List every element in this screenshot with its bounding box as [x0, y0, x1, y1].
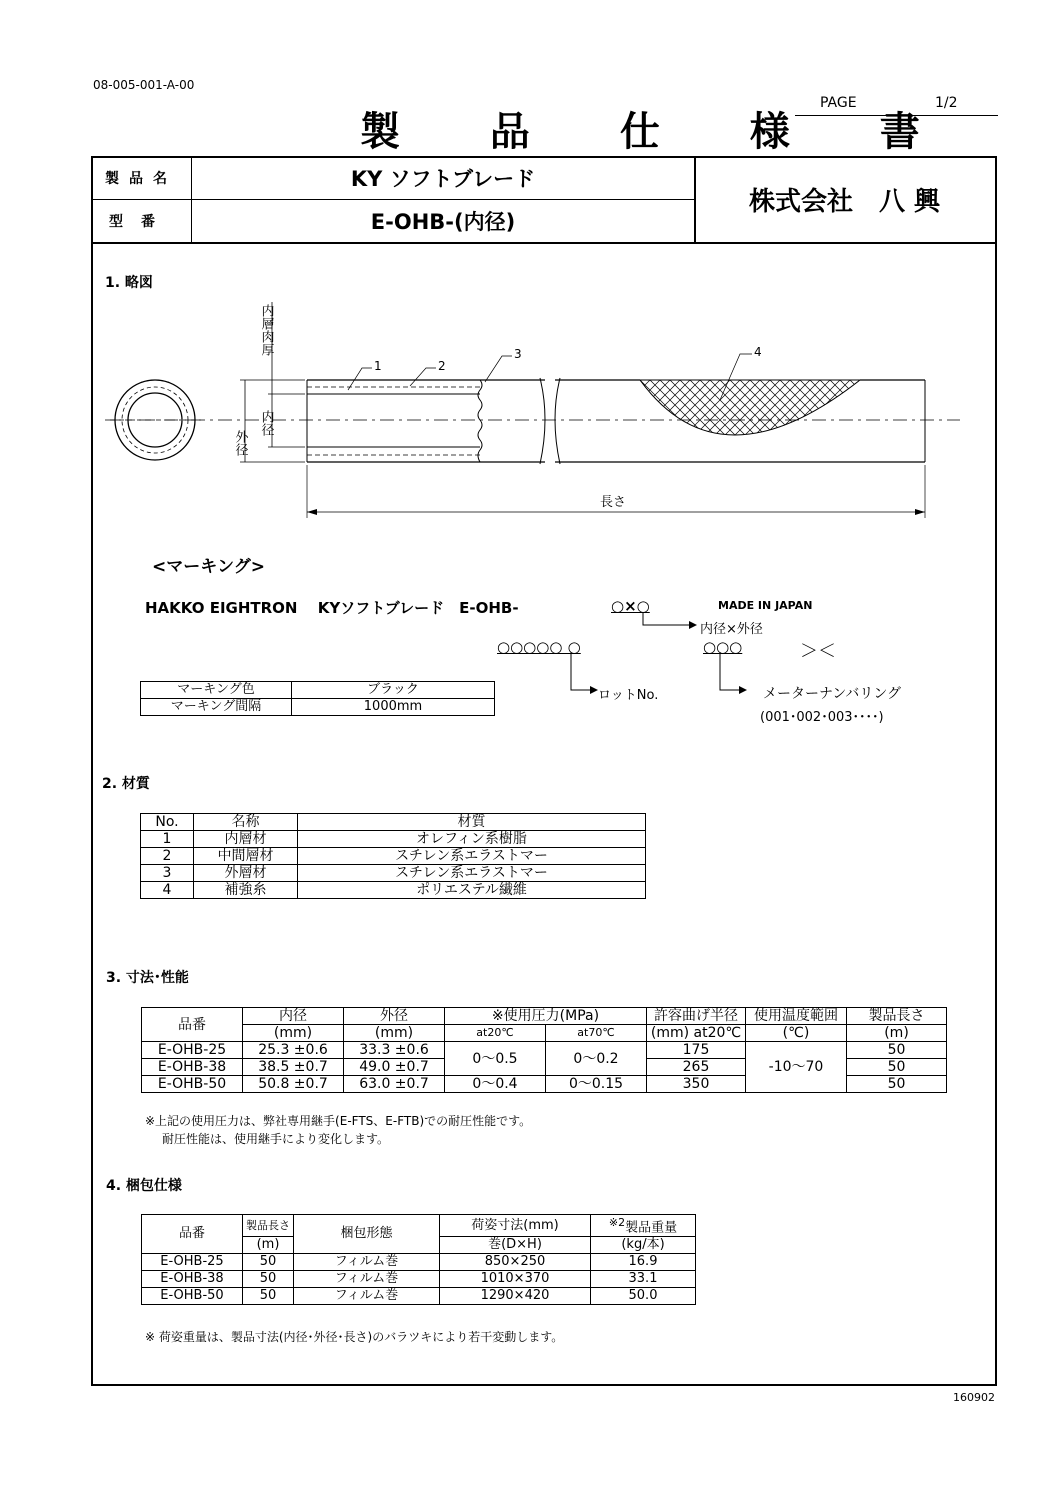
packing-table [141, 1214, 696, 1305]
pressure-note: ※上記の使用圧力は、弊社専用継手(E-FTS、E-FTB)での耐圧性能です。 [145, 1114, 532, 1128]
cell: 1 [141, 831, 194, 848]
cell: スチレン系エラストマー [298, 848, 646, 865]
dimensions-table [141, 1007, 947, 1093]
col-header: (mm) [344, 1025, 445, 1042]
packing-note: ※ 荷姿重量は、製品寸法(内径･外径･長さ)のバラツキにより若干変動します。 [145, 1330, 564, 1344]
cell: 850×250 [440, 1254, 591, 1271]
cell: 50 [243, 1288, 294, 1305]
col-header: at70℃ [546, 1025, 647, 1042]
marking-color-value: ブラック [292, 682, 495, 699]
meter-code: ○○○ [703, 638, 743, 656]
callout-4: 4 [754, 345, 762, 359]
col-header: (mm) [243, 1025, 344, 1042]
cell: フィルム巻 [294, 1254, 440, 1271]
cell: 内層材 [194, 831, 298, 848]
col-header: 荷姿寸法(mm) [440, 1215, 591, 1237]
table-row [142, 1042, 947, 1059]
meter-example: (001･002･003････) [760, 710, 884, 725]
cell: 50 [847, 1042, 947, 1059]
model-label: 型番 [91, 200, 192, 242]
product-name-value: KY ソフトブレード [192, 156, 696, 200]
cell: 50 [243, 1271, 294, 1288]
hose-diagram [100, 290, 980, 530]
table-row [142, 1254, 696, 1271]
marking-table [140, 681, 495, 716]
section-diagram-heading: 1. 略図 [105, 275, 153, 291]
col-header: 品番 [142, 1008, 243, 1042]
page-title: 製 品 仕 様 書 [360, 109, 958, 155]
col-header: ※使用圧力(MPa) [445, 1008, 647, 1025]
table-header-row [141, 814, 646, 831]
cell: 50 [847, 1059, 947, 1076]
cell: 1290×420 [440, 1288, 591, 1305]
table-header-row [142, 1215, 696, 1237]
marking-heading: <マーキング> [152, 557, 265, 577]
marking-dim-code: ○×○ [611, 597, 650, 615]
cell: 49.0 ±0.7 [344, 1059, 445, 1076]
cell: E-OHB-25 [142, 1042, 243, 1059]
cell: 175 [647, 1042, 746, 1059]
table-row [141, 865, 646, 882]
cell: -10～70 [746, 1042, 847, 1093]
footer-code: 160902 [953, 1391, 995, 1404]
table-row [141, 848, 646, 865]
cell: 0～0.2 [546, 1042, 647, 1076]
col-header: 許容曲げ半径 [647, 1008, 746, 1025]
section-dimensions-heading: 3. 寸法･性能 [106, 970, 189, 986]
hose-right-section [555, 378, 925, 464]
cell: 50.0 [591, 1288, 696, 1305]
col-header: (kg/本) [591, 1237, 696, 1254]
cell: 0～0.4 [445, 1076, 546, 1093]
dim-note: 内径×外径 [700, 622, 763, 637]
marking-arrows: ＞＜ [800, 641, 836, 662]
marking-arrows-svg [560, 612, 770, 702]
table-row [141, 699, 495, 716]
col-header: 製品重量 [625, 1220, 678, 1236]
inner-thickness-label: 内層肉厚 [258, 304, 274, 356]
cell: 25.3 ±0.6 [243, 1042, 344, 1059]
cell: スチレン系エラストマー [298, 865, 646, 882]
table-header-row [142, 1025, 947, 1042]
company-name: 株式会社 八 興 [748, 186, 941, 217]
marking-interval-label: マーキング間隔 [141, 699, 292, 716]
cell: 4 [141, 882, 194, 899]
cell: 外層材 [194, 865, 298, 882]
pressure-note-2: 耐圧性能は、使用継手により変化します。 [162, 1132, 390, 1146]
col-header: (mm) at20℃ [647, 1025, 746, 1042]
page-underline [795, 115, 998, 116]
cell: 1010×370 [440, 1271, 591, 1288]
marking-color-label: マーキング色 [141, 682, 292, 699]
table-header-row [142, 1008, 947, 1025]
meter-label: メーターナンバリング [763, 686, 902, 702]
col-header: (m) [847, 1025, 947, 1042]
material-table [140, 813, 646, 899]
inner-dia-label: 内径 [258, 410, 274, 436]
cell: ポリエステル繊維 [298, 882, 646, 899]
cell: 350 [647, 1076, 746, 1093]
length-label: 長さ [600, 495, 627, 510]
cell: フィルム巻 [294, 1288, 440, 1305]
table-row [142, 1271, 696, 1288]
cell: 中間層材 [194, 848, 298, 865]
cell: 0～0.5 [445, 1042, 546, 1076]
lot-code: ○○○○○ ○ [497, 638, 581, 656]
made-in-label: MADE IN JAPAN [718, 599, 813, 612]
col-header: 製品長さ [847, 1008, 947, 1025]
header-block [91, 156, 997, 244]
cell: E-OHB-38 [142, 1271, 243, 1288]
col-header: 巻(D×H) [440, 1237, 591, 1254]
cell: E-OHB-50 [142, 1288, 243, 1305]
col-header: 内径 [243, 1008, 344, 1025]
cell: 50 [243, 1254, 294, 1271]
page-number: 1/2 [935, 95, 958, 111]
table-row [141, 831, 646, 848]
cell: フィルム巻 [294, 1271, 440, 1288]
col-header: 製品長さ [243, 1215, 294, 1237]
cell: オレフィン系樹脂 [298, 831, 646, 848]
col-header: 材質 [298, 814, 646, 831]
cell: 33.3 ±0.6 [344, 1042, 445, 1059]
marking-text: HAKKO EIGHTRON KYソフトブレード E-OHB- [145, 599, 519, 617]
col-header: (m) [243, 1237, 294, 1254]
section-material-heading: 2. 材質 [102, 776, 150, 792]
page-label: PAGE [820, 95, 857, 111]
cell: 50.8 ±0.7 [243, 1076, 344, 1093]
table-row [141, 682, 495, 699]
callout-2: 2 [438, 359, 446, 373]
col-header: 外径 [344, 1008, 445, 1025]
cell: E-OHB-38 [142, 1059, 243, 1076]
cell: 16.9 [591, 1254, 696, 1271]
cell: 補強糸 [194, 882, 298, 899]
cell: 38.5 ±0.7 [243, 1059, 344, 1076]
cell: 50 [847, 1076, 947, 1093]
cell: 3 [141, 865, 194, 882]
table-row [142, 1288, 696, 1305]
cell: 63.0 ±0.7 [344, 1076, 445, 1093]
cell: 2 [141, 848, 194, 865]
callout-3: 3 [514, 347, 522, 361]
cell: 0～0.15 [546, 1076, 647, 1093]
col-header: 使用温度範囲 [746, 1008, 847, 1025]
col-header: at20℃ [445, 1025, 546, 1042]
cell: E-OHB-50 [142, 1076, 243, 1093]
weight-note-mark: ※2 [608, 1216, 626, 1229]
hose-left-section [307, 378, 545, 464]
cell: 265 [647, 1059, 746, 1076]
outer-dia-label: 外径 [232, 430, 248, 456]
lot-label: ロットNo. [598, 688, 659, 703]
table-row [141, 882, 646, 899]
col-header: 梱包形態 [294, 1215, 440, 1254]
col-header: 品番 [142, 1215, 243, 1254]
callout-1: 1 [374, 359, 382, 373]
col-header: No. [141, 814, 194, 831]
section-packing-heading: 4. 梱包仕様 [106, 1178, 182, 1194]
cell: E-OHB-25 [142, 1254, 243, 1271]
product-name-label: 製品名 [91, 156, 192, 200]
cell: 33.1 [591, 1271, 696, 1288]
model-value: E-OHB-(内径) [192, 200, 696, 242]
col-header: (℃) [746, 1025, 847, 1042]
document-number: 08-005-001-A-00 [93, 78, 195, 92]
col-header: 名称 [194, 814, 298, 831]
marking-interval-value: 1000mm [292, 699, 495, 716]
